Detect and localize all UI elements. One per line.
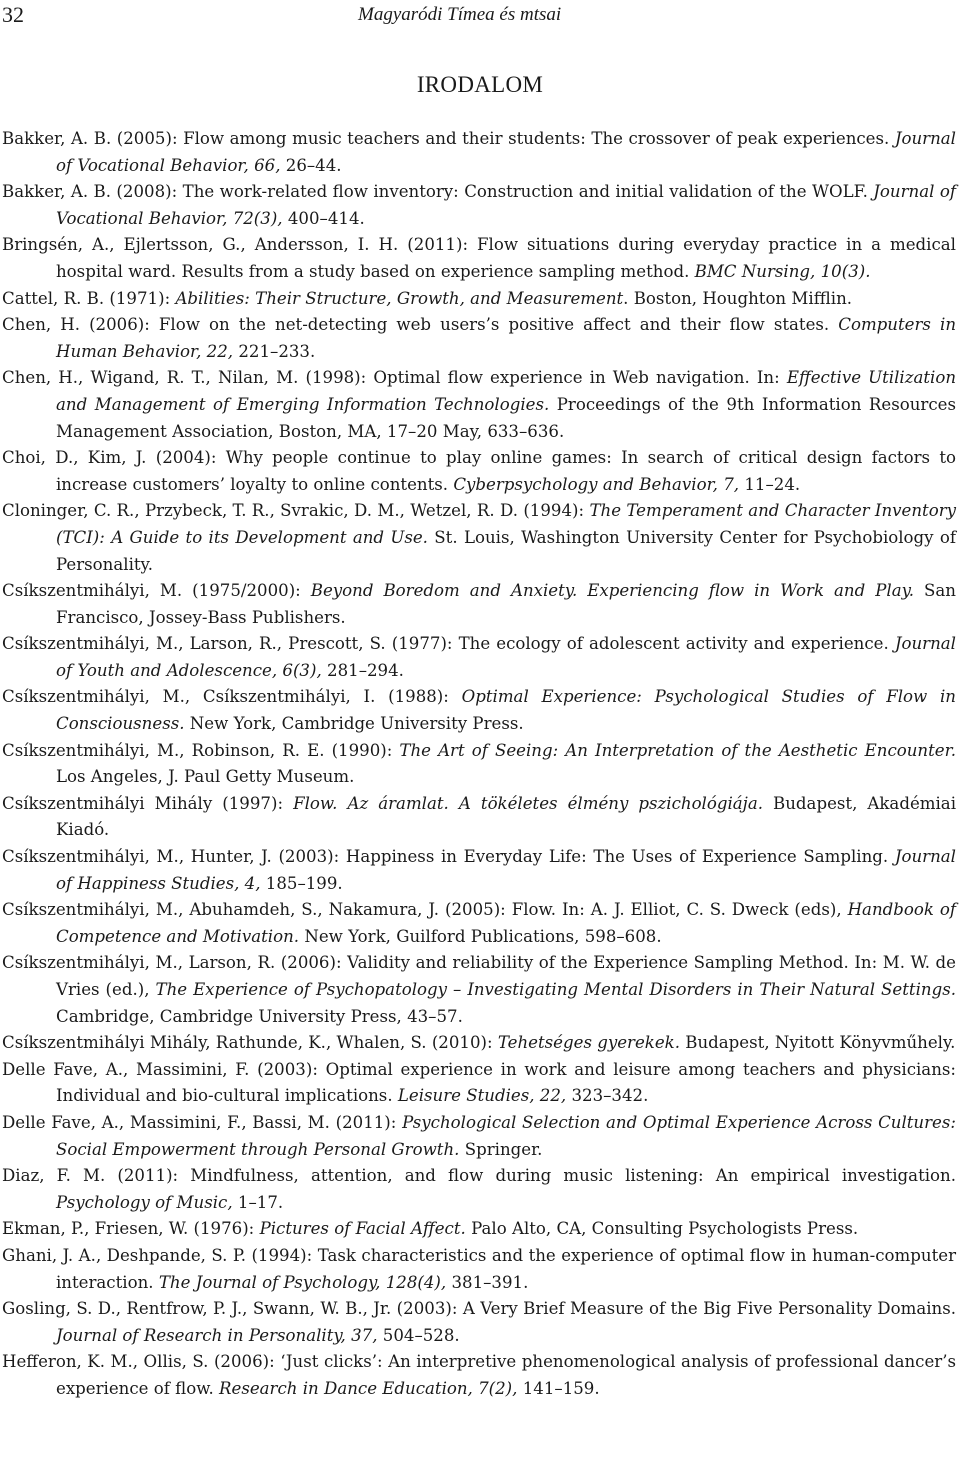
reference-text-segment: Csíkszentmihályi, M., Larson, R., Prescott, S. (1977): The ecology of adolescent activity and experience. — [2, 634, 895, 654]
reference-entry — [2, 1349, 956, 1402]
reference-entry — [2, 1216, 956, 1243]
reference-entry — [2, 312, 956, 365]
reference-entry — [2, 844, 956, 897]
reference-text-segment: San Francisco, Jossey-Bass Publishers. — [56, 581, 956, 627]
reference-italic-segment: Journal of Youth and Adolescence, 6(3), — [56, 634, 956, 680]
reference-entry — [2, 1243, 956, 1296]
page-header — [0, 2, 960, 32]
reference-text-segment: Ekman, P., Friesen, W. (1976): — [2, 1219, 260, 1239]
reference-text-segment: New York, Guilford Publications, 598–608. — [299, 926, 662, 946]
reference-text-segment: Csíkszentmihályi, M., Robinson, R. E. (1990): — [2, 740, 400, 760]
reference-italic-segment: BMC Nursing, 10(3). — [694, 261, 871, 281]
reference-text-segment: Csíkszentmihályi, M., Hunter, J. (2003): Happiness in Everyday Life: The Uses of Experience Sampling. — [2, 847, 895, 867]
reference-entry — [2, 1296, 956, 1349]
reference-text-segment: Cambridge, Cambridge University Press, 43–57. — [56, 1006, 463, 1026]
reference-text-segment: 26–44. — [285, 155, 342, 175]
reference-text-segment: Los Angeles, J. Paul Getty Museum. — [56, 767, 355, 787]
reference-italic-segment: Journal of Happiness Studies, 4, — [56, 847, 956, 893]
reference-text-segment: Ghani, J. A., Deshpande, S. P. (1994): Task characteristics and the experience of optimal flow in human-computer interaction. — [2, 1245, 956, 1292]
reference-italic-segment: Journal of Vocational Behavior, 66, — [56, 129, 956, 175]
reference-text-segment: Csíkszentmihályi Mihály (1997): — [2, 793, 294, 813]
reference-text-segment: Gosling, S. D., Rentfrow, P. J., Swann, W. B., Jr. (2003): A Very Brief Measure of the Big Five Personality Domains. — [2, 1299, 956, 1319]
reference-entry — [2, 897, 956, 950]
reference-entry — [2, 1030, 956, 1057]
reference-entry — [2, 1163, 956, 1216]
reference-text-segment: Chen, H. (2006): Flow on the net-detecting web users’s positive affect and their flow states. — [2, 315, 839, 335]
reference-italic-segment: Abilities: Their Structure, Growth, and Measurement — [175, 288, 624, 308]
reference-text-segment: 1–17. — [237, 1192, 284, 1212]
reference-entry — [2, 179, 956, 232]
reference-text-segment: Chen, H., Wigand, R. T., Nilan, M. (1998): Optimal flow experience in Web navigation. In: — [2, 368, 787, 388]
reference-list — [2, 126, 956, 1403]
reference-italic-segment: The Art of Seeing: An Interpretation of the Aesthetic Encounter. — [399, 740, 956, 760]
reference-italic-segment: The Experience of Psychopatology – Investigating Mental Disorders in Their Natural Settings. — [155, 980, 956, 999]
reference-entry — [2, 738, 956, 791]
reference-entry — [2, 631, 956, 684]
reference-text-segment: 11–24. — [744, 474, 801, 494]
reference-text-segment: Cloninger, C. R., Przybeck, T. R., Svrakic, D. M., Wetzel, R. D. (1994): — [2, 501, 590, 521]
reference-text-segment: Csíkszentmihályi, M., Abuhamdeh, S., Nakamura, J. (2005): Flow. In: A. J. Elliot, C. S. Dweck (eds), — [2, 900, 848, 920]
reference-entry — [2, 684, 956, 737]
reference-text-segment: Csíkszentmihályi Mihály, Rathunde, K., Whalen, S. (2010): — [2, 1033, 498, 1053]
reference-text-segment: New York, Cambridge University Press. — [184, 714, 524, 734]
reference-text-segment: Csíkszentmihályi, M. (1975/2000): — [2, 581, 311, 601]
page-number: 32 — [2, 2, 24, 27]
reference-italic-segment: Pictures of Facial Affect. — [259, 1219, 466, 1239]
reference-entry — [2, 126, 956, 179]
reference-italic-segment: Handbook of Competence and Motivation. — [56, 900, 956, 946]
reference-entry — [2, 445, 956, 498]
reference-italic-segment: Tehetséges gyerekek. — [497, 1033, 681, 1053]
reference-italic-segment: Flow. Az áramlat. A tökéletes élmény pszichológiája. — [293, 793, 763, 813]
reference-text-segment: Bringsén, A., Ejlertsson, G., Andersson, I. H. (2011): Flow situations during everyday practice in a medical hospital ward. Results from a study based on experience sampling method. — [2, 235, 956, 281]
reference-italic-segment: Journal of Vocational Behavior, 72(3), — [56, 182, 956, 228]
reference-text-segment: Hefferon, K. M., Ollis, S. (2006): ‘Just clicks’: An interpretive phenomenological analysis of professional dancer’s experience of flow. — [2, 1352, 956, 1398]
reference-text-segment: Csíkszentmihályi, M., Larson, R. (2006): Validity and reliability of the Experience Sampling Method. In: M. W. de Vries (ed.), — [2, 953, 956, 999]
reference-text-segment: Budapest, Nyitott Könyvműhely. — [680, 1033, 956, 1053]
reference-italic-segment: Computers in Human Behavior, 22, — [56, 315, 957, 361]
reference-entry — [2, 1110, 956, 1163]
reference-text-segment: 281–294. — [327, 660, 404, 680]
reference-text-segment: 221–233. — [238, 341, 316, 361]
reference-entry — [2, 1057, 956, 1110]
reference-italic-segment: The Temperament and Character Inventory (TCI): A Guide to its Development and Use. — [56, 501, 957, 547]
reference-text-segment: Csíkszentmihályi, M., Csíkszentmihályi, I. (1988): — [2, 687, 462, 707]
reference-text-segment: Palo Alto, CA, Consulting Psychologists Press. — [465, 1219, 859, 1239]
section-title: IRODALOM — [416, 72, 544, 97]
reference-entry — [2, 286, 956, 313]
reference-text-segment: Delle Fave, A., Massimini, F., Bassi, M. (2011): — [2, 1112, 403, 1132]
reference-entry — [2, 232, 956, 285]
reference-italic-segment: Beyond Boredom and Anxiety. Experiencing flow in Work and Play. — [310, 581, 915, 601]
reference-text-segment: Bakker, A. B. (2005): Flow among music teachers and their students: The crossover of peak experiences. — [2, 129, 895, 148]
reference-text-segment: Delle Fave, A., Massimini, F. (2003): Optimal experience in work and leisure among teachers and physicians: Individual and bio-cultural implications. — [2, 1059, 956, 1106]
reference-text-segment: Springer. — [459, 1139, 543, 1159]
reference-text-segment: 141–159. — [522, 1378, 600, 1398]
reference-italic-segment: Optimal Experience: Psychological Studies of Flow in Consciousness. — [56, 687, 956, 734]
reference-text-segment: . Boston, Houghton Mifflin. — [623, 288, 853, 308]
reference-entry — [2, 365, 956, 445]
reference-text-segment: Budapest, Akadémiai Kiadó. — [56, 793, 957, 840]
reference-entry — [2, 950, 956, 1030]
reference-italic-segment: Leisure Studies, 22, — [397, 1086, 572, 1106]
reference-italic-segment: Effective Utilization and Management of Emerging Information Technologies. — [56, 368, 957, 414]
reference-italic-segment: Psychological Selection and Optimal Experience Across Cultures: Social Empowerment through Personal Growth. — [56, 1112, 956, 1159]
reference-entry — [2, 578, 956, 631]
reference-italic-segment: The Journal of Psychology, 128(4), — [158, 1272, 452, 1292]
reference-text-segment: Choi, D., Kim, J. (2004): Why people continue to play online games: In search of critical design factors to increase customers’ loyalty to online contents. — [2, 448, 956, 494]
reference-text-segment: Bakker, A. B. (2008): The work-related flow inventory: Construction and initial validation of the WOLF. — [2, 182, 874, 202]
reference-text-segment: St. Louis, Washington University Center for Psychobiology of Personality. — [56, 527, 956, 574]
reference-text-segment: 504–528. — [382, 1325, 460, 1345]
reference-text-segment: 381–391. — [451, 1272, 529, 1292]
reference-text-segment: Proceedings of the 9th Information Resources Management Association, Boston, MA, 17–20 May, 633–636. — [56, 394, 956, 441]
reference-italic-segment: Cyberpsychology and Behavior, 7, — [453, 474, 745, 494]
reference-text-segment: 185–199. — [265, 873, 343, 893]
running-head: Magyaródi Tímea és mtsai — [358, 4, 562, 25]
reference-text-segment: 400–414. — [287, 208, 365, 228]
reference-entry — [2, 791, 956, 844]
reference-text-segment: 323–342. — [571, 1086, 649, 1106]
reference-italic-segment: Psychology of Music, — [56, 1192, 238, 1212]
reference-text-segment: Diaz, F. M. (2011): Mindfulness, attention, and flow during music listening: An empirical investigation. — [2, 1166, 956, 1186]
reference-text-segment: Cattel, R. B. (1971): — [2, 288, 176, 308]
reference-entry — [2, 498, 956, 578]
reference-italic-segment: Journal of Research in Personality, 37, — [56, 1325, 383, 1345]
reference-italic-segment: Research in Dance Education, 7(2), — [219, 1378, 523, 1398]
